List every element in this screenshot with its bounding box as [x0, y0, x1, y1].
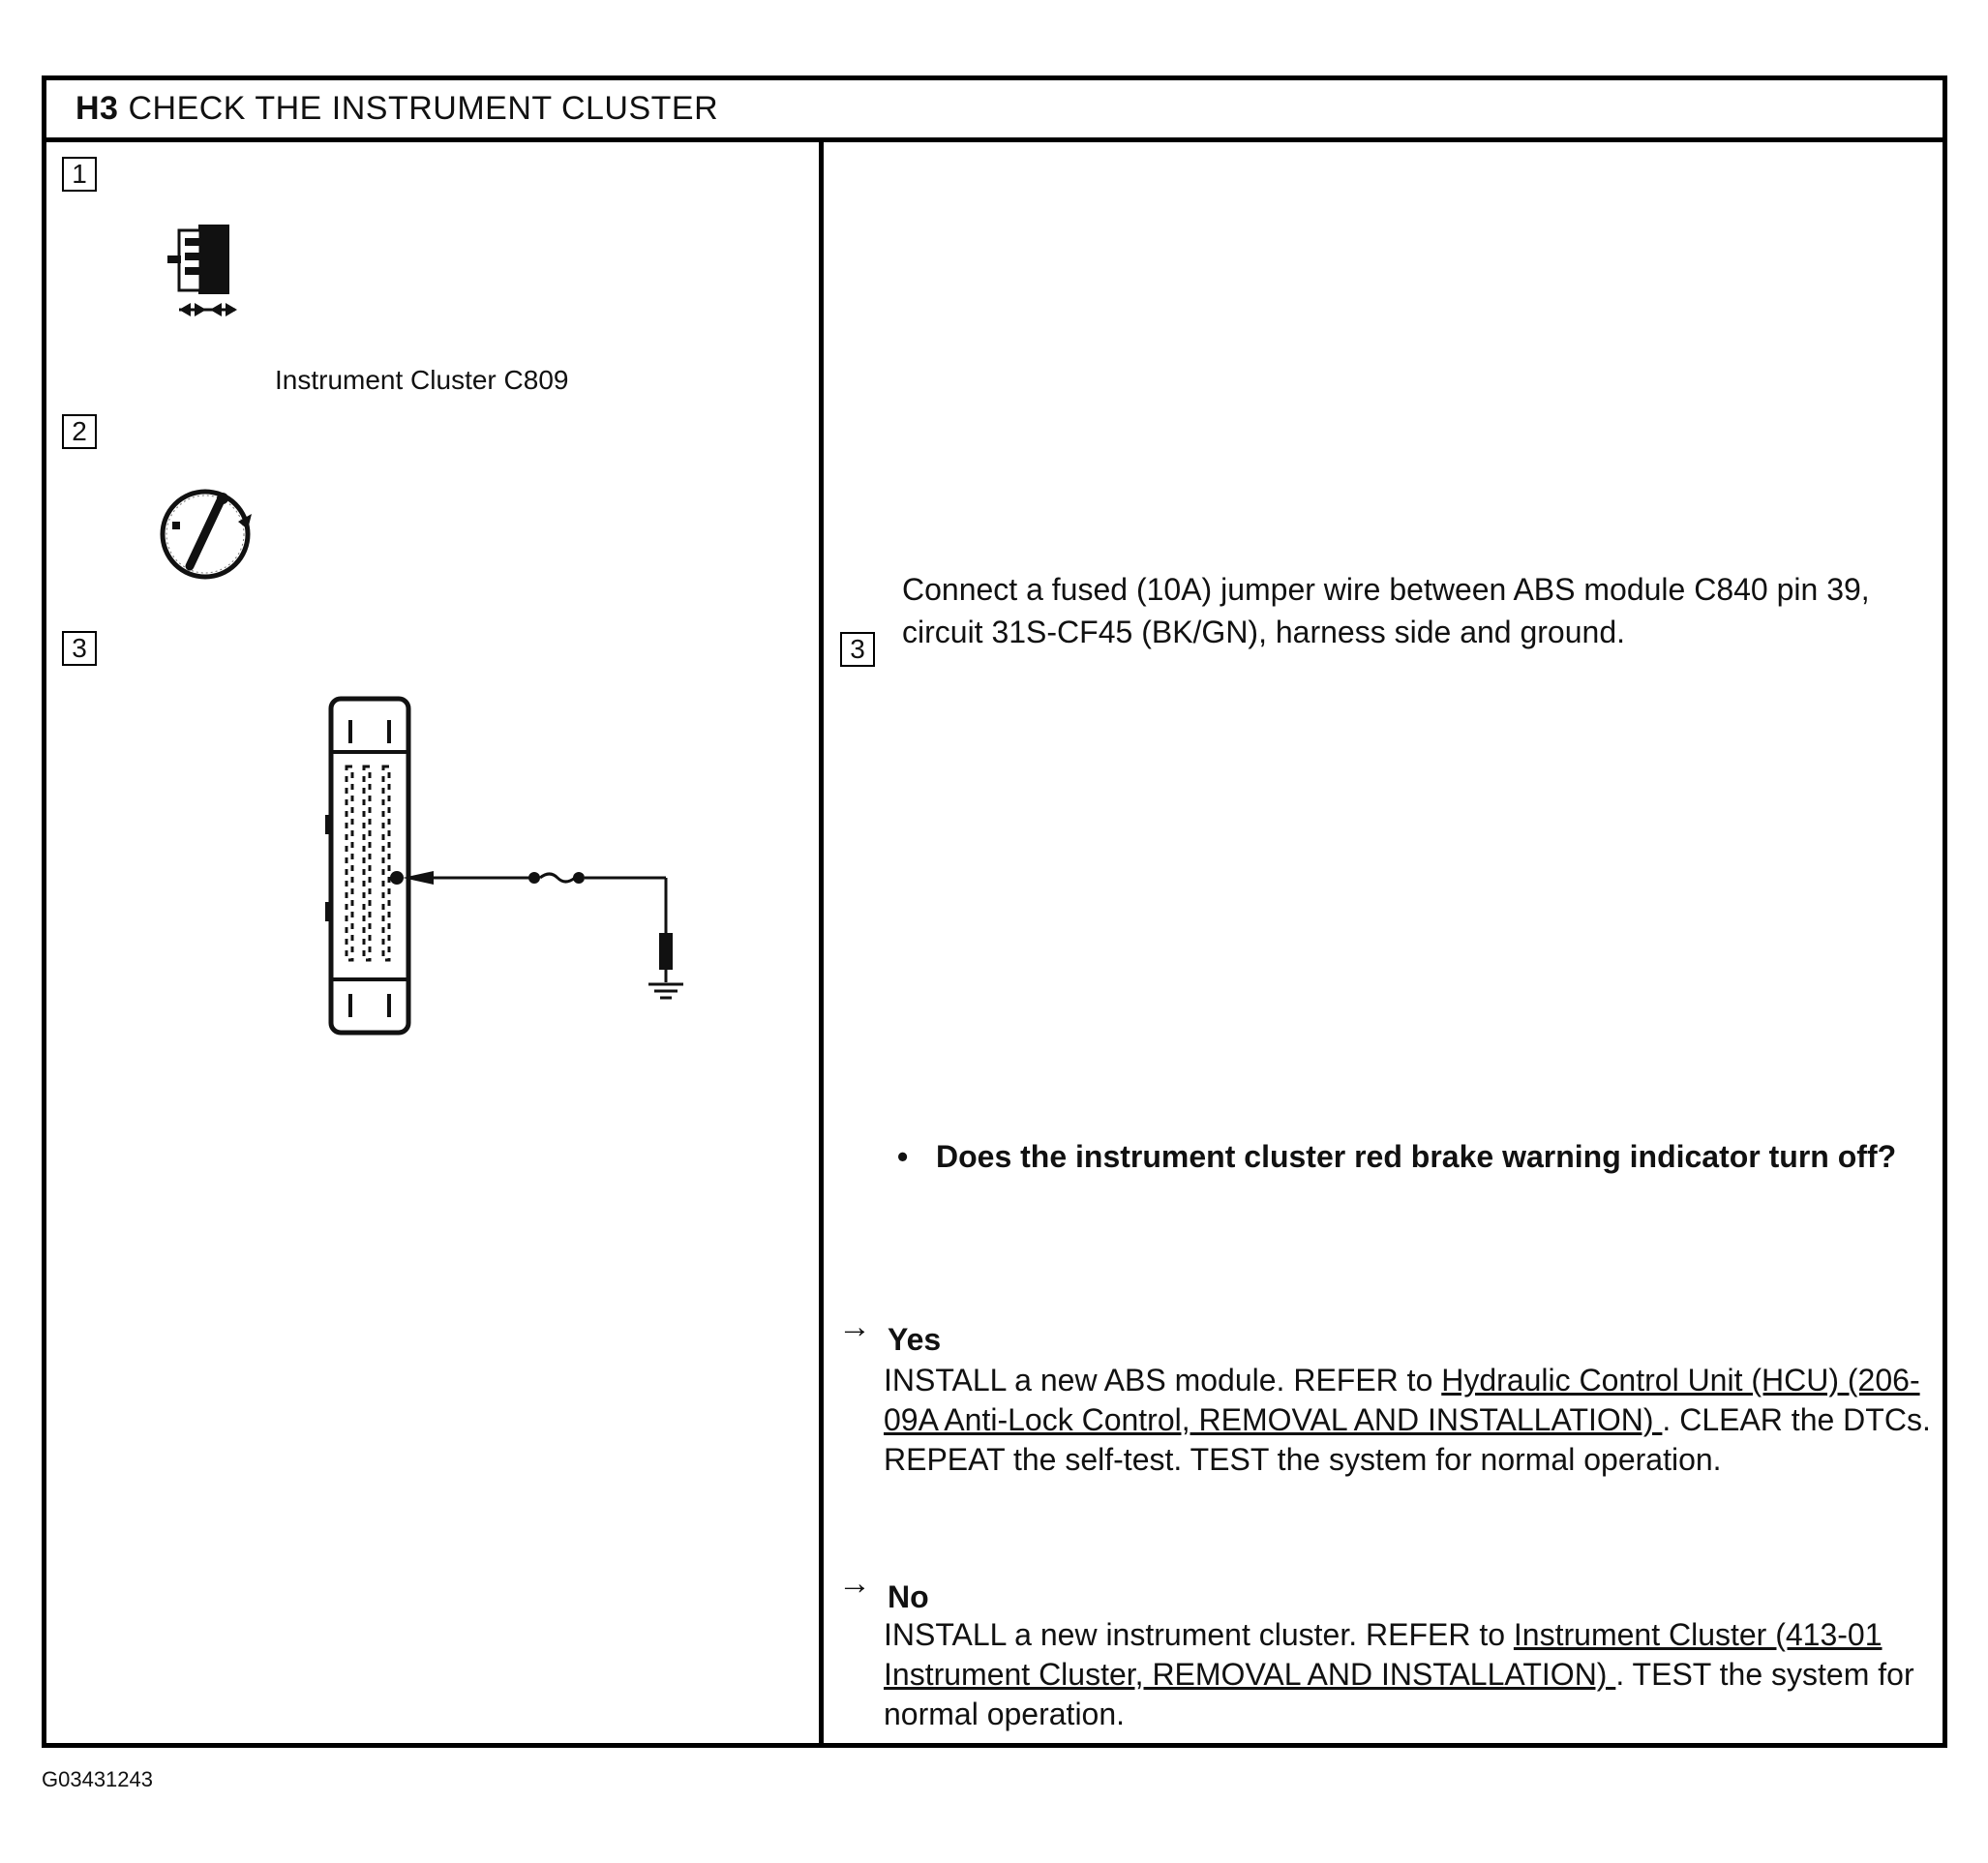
step-3-instruction: Connect a fused (10A) jumper wire between ABS module C840 pin 39, circuit 31S-CF45 (BK/GN), harness side and ground.	[902, 572, 1870, 649]
connector-disconnect-icon	[160, 221, 242, 322]
no-text-pre: INSTALL a new instrument cluster. REFER to	[884, 1617, 1514, 1652]
table-header	[46, 80, 1943, 142]
yes-reference-link[interactable]: Hydraulic Control Unit (HCU) (206-09A Anti-Lock Control, REMOVAL AND INSTALLATION)	[884, 1363, 1920, 1437]
yes-label: Yes	[888, 1322, 942, 1357]
step-3-box: 3	[62, 631, 97, 666]
step-1-caption: Instrument Cluster C809	[275, 365, 569, 395]
no-instruction	[884, 1615, 1939, 1734]
abs-module-jumper-diagram	[319, 689, 697, 1047]
column-divider	[819, 142, 824, 1743]
no-reference-link[interactable]: Instrument Cluster (413-01 Instrument Cluster, REMOVAL AND INSTALLATION)	[884, 1617, 1883, 1692]
figure-id: G03431243	[42, 1767, 153, 1791]
yes-text-post: . CLEAR the DTCs. REPEAT the self-test. TEST the system for normal operation.	[884, 1402, 1931, 1477]
question-text: Does the instrument cluster red brake warning indicator turn off?	[936, 1139, 1897, 1174]
step-2-box: 2	[62, 414, 97, 449]
step-1-box: 1	[62, 157, 97, 192]
ignition-key-icon	[155, 481, 257, 584]
no-label: No	[888, 1579, 929, 1614]
step-id: H3	[75, 90, 119, 127]
question-bullet: •	[897, 1139, 909, 1174]
step-3-text-box: 3	[840, 632, 875, 667]
yes-instruction	[884, 1361, 1939, 1480]
question	[897, 1136, 1923, 1177]
yes-arrow-icon: →	[838, 1308, 871, 1345]
no-arrow-icon: →	[838, 1565, 871, 1602]
no-text-post: . TEST the system for normal operation.	[884, 1657, 1914, 1731]
header-title: CHECK THE INSTRUMENT CLUSTER	[128, 90, 719, 127]
yes-text-pre: INSTALL a new ABS module. REFER to	[884, 1363, 1442, 1397]
